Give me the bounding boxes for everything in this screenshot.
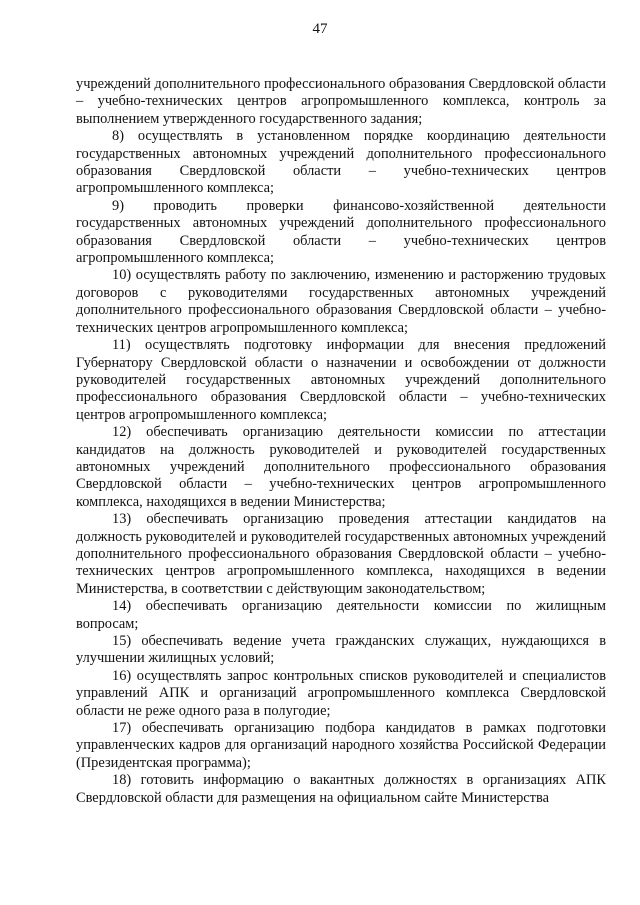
- list-item-9: 9) проводить проверки финансово-хозяйственной деятельности государственных автономных учреждений дополнительного профессионального образования Свердловской области – учебно-технических центров агропромышленного комплекса;: [76, 197, 606, 267]
- list-item-8: 8) осуществлять в установленном порядке координацию деятельности государственных автономных учреждений дополнительного профессионального образования Свердловской области – учебно-технических центров агропромышленного комплекса;: [76, 128, 606, 197]
- list-item-17: 17) обеспечивать организацию подбора кандидатов в рамках подготовки управленческих кадров для организаций народного хозяйства Российской Федерации (Президентская программа);: [76, 720, 606, 771]
- list-item-18: 18) готовить информацию о вакантных должностях в организациях АПК Свердловской области для размещения на официальном сайте Министерства: [76, 772, 606, 806]
- document-body: [76, 76, 606, 807]
- list-item-15: 15) обеспечивать ведение учета гражданских служащих, нуждающихся в улучшении жилищных условий;: [76, 633, 606, 667]
- list-item-14: 14) обеспечивать организацию деятельности комиссии по жилищным вопросам;: [76, 598, 606, 632]
- list-item-13: 13) обеспечивать организацию проведения аттестации кандидатов на должность руководителей и руководителей государственных автономных учреждений дополнительного профессионального образования Свердловской области – учебно-технических центров агропромышленного комплекса, находящихся в ведении Министерства, в соответствии с действующим законодательством;: [76, 511, 606, 597]
- list-item-10: 10) осуществлять работу по заключению, изменению и расторжению трудовых договоров с руководителями государственных автономных учреждений дополнительного профессионального образования Свердловской области – учебно-технических центров агропромышленного комплекса;: [76, 267, 606, 336]
- list-item-11: 11) осуществлять подготовку информации для внесения предложений Губернатору Свердловской области о назначении и освобождении от должности руководителей государственных автономных учреждений дополнительного профессионального образования Свердловской области – учебно-технических центров агропромышленного комплекса;: [76, 337, 606, 423]
- list-item-16: 16) осуществлять запрос контрольных списков руководителей и специалистов управлений АПК и организаций агропромышленного комплекса Свердловской области не реже одного раза в полугодие;: [76, 667, 606, 719]
- list-item-12: 12) обеспечивать организацию деятельности комиссии по аттестации кандидатов на должность руководителей и руководителей государственных автономных учреждений дополнительного профессионального образования Свердловской области – учебно-технических центров агропромышленного комплекса, находящихся в ведении Министерства;: [76, 424, 606, 510]
- page-number: 47: [312, 21, 328, 37]
- paragraph-continuation: учреждений дополнительного профессионального образования Свердловской области – учебно-технических центров агропромышленного комплекса, контроль за выполнением утвержденного государственного задания;: [76, 76, 606, 127]
